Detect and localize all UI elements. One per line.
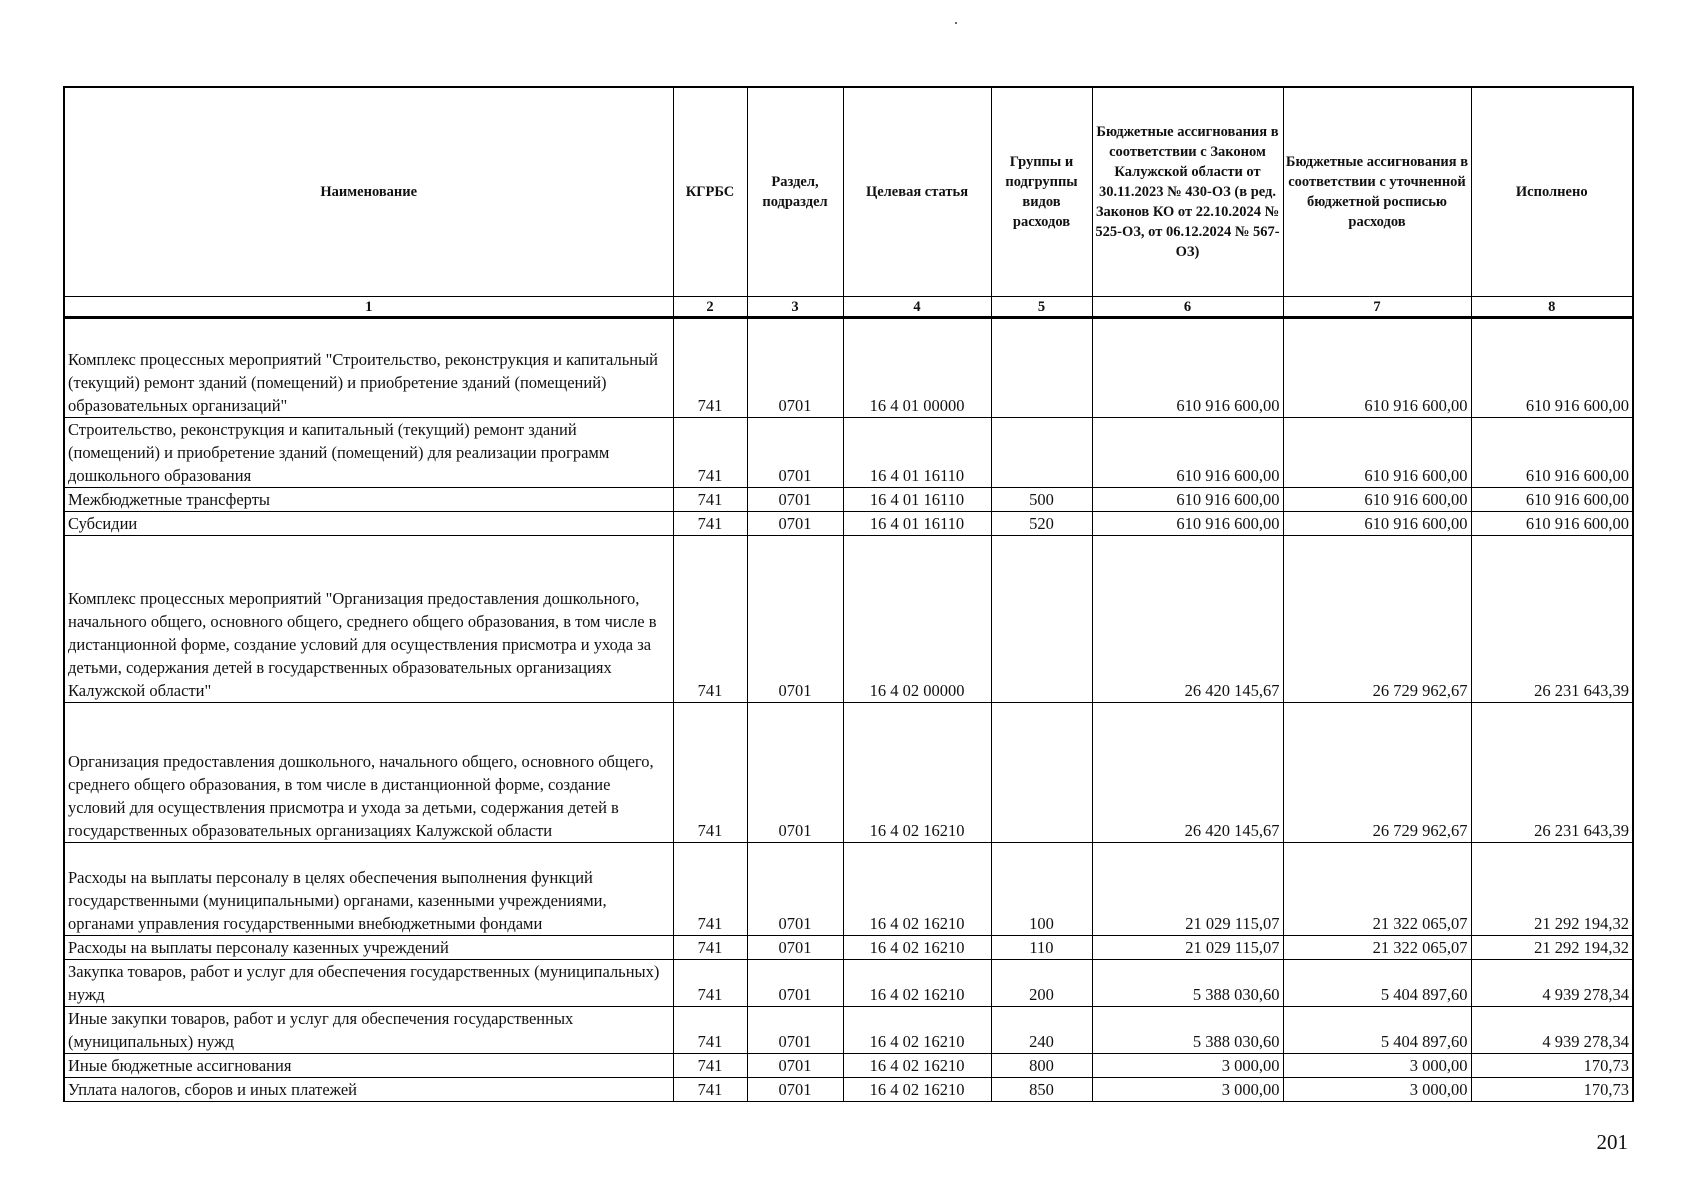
row-section: 0701: [747, 418, 843, 488]
scan-speck: [955, 22, 957, 24]
row-expense-group: [991, 418, 1092, 488]
row-executed-amount: 610 916 600,00: [1471, 512, 1633, 536]
row-section: 0701: [747, 703, 843, 843]
row-kgrbs: 741: [673, 536, 747, 703]
row-name: Субсидии: [64, 512, 673, 536]
row-executed-amount: 610 916 600,00: [1471, 418, 1633, 488]
row-law-amount: 610 916 600,00: [1092, 318, 1283, 418]
header-refined-allocations: Бюджетные ассигнования в соответствии с уточненной бюджетной росписью расходов: [1283, 87, 1471, 297]
column-number: 7: [1283, 297, 1471, 318]
row-kgrbs: 741: [673, 1078, 747, 1102]
row-name: Иные бюджетные ассигнования: [64, 1054, 673, 1078]
row-target-article: 16 4 01 16110: [843, 488, 991, 512]
row-kgrbs: 741: [673, 1007, 747, 1054]
row-target-article: 16 4 02 16210: [843, 703, 991, 843]
table-row: [64, 1007, 1633, 1054]
row-name: Организация предоставления дошкольного, начального общего, основного общего, среднего общего образования, в том числе в дистанционной форме, создание условий для осуществления присмотра и ухода за детьми, содержания детей в государственных образовательных организациях Калужской области: [64, 703, 673, 843]
row-kgrbs: 741: [673, 488, 747, 512]
row-section: 0701: [747, 318, 843, 418]
row-target-article: 16 4 02 16210: [843, 960, 991, 1007]
budget-table: [63, 86, 1634, 1102]
row-section: 0701: [747, 488, 843, 512]
row-kgrbs: 741: [673, 936, 747, 960]
table-row: [64, 1054, 1633, 1078]
row-section: 0701: [747, 936, 843, 960]
table-row: [64, 936, 1633, 960]
row-target-article: 16 4 02 16210: [843, 936, 991, 960]
column-number: 1: [64, 297, 673, 318]
column-number-row: [64, 297, 1633, 318]
row-refined-amount: 3 000,00: [1283, 1078, 1471, 1102]
row-refined-amount: 610 916 600,00: [1283, 512, 1471, 536]
row-target-article: 16 4 01 16110: [843, 512, 991, 536]
row-target-article: 16 4 02 16210: [843, 1054, 991, 1078]
column-number: 3: [747, 297, 843, 318]
row-expense-group: 200: [991, 960, 1092, 1007]
row-executed-amount: 170,73: [1471, 1054, 1633, 1078]
table-row: [64, 512, 1633, 536]
row-section: 0701: [747, 843, 843, 936]
header-kgrbs: КГРБС: [673, 87, 747, 297]
header-name: Наименование: [64, 87, 673, 297]
row-refined-amount: 610 916 600,00: [1283, 318, 1471, 418]
column-number: 2: [673, 297, 747, 318]
row-law-amount: 3 000,00: [1092, 1054, 1283, 1078]
row-section: 0701: [747, 960, 843, 1007]
table-row: [64, 418, 1633, 488]
table-row: [64, 1078, 1633, 1102]
row-law-amount: 3 000,00: [1092, 1078, 1283, 1102]
column-number: 6: [1092, 297, 1283, 318]
table-header-row: [64, 87, 1633, 297]
row-refined-amount: 610 916 600,00: [1283, 418, 1471, 488]
row-refined-amount: 5 404 897,60: [1283, 960, 1471, 1007]
row-law-amount: 21 029 115,07: [1092, 936, 1283, 960]
row-expense-group: [991, 536, 1092, 703]
row-executed-amount: 26 231 643,39: [1471, 703, 1633, 843]
column-number: 4: [843, 297, 991, 318]
row-kgrbs: 741: [673, 703, 747, 843]
row-expense-group: 800: [991, 1054, 1092, 1078]
row-name: Комплекс процессных мероприятий "Строительство, реконструкция и капитальный (текущий) ремонт зданий (помещений) и приобретение зданий (помещений) образовательных организаций": [64, 318, 673, 418]
row-kgrbs: 741: [673, 318, 747, 418]
row-law-amount: 21 029 115,07: [1092, 843, 1283, 936]
row-name: Уплата налогов, сборов и иных платежей: [64, 1078, 673, 1102]
row-section: 0701: [747, 536, 843, 703]
row-refined-amount: 26 729 962,67: [1283, 703, 1471, 843]
table-row: [64, 703, 1633, 843]
row-target-article: 16 4 02 16210: [843, 1007, 991, 1054]
row-expense-group: 850: [991, 1078, 1092, 1102]
row-executed-amount: 21 292 194,32: [1471, 936, 1633, 960]
row-refined-amount: 21 322 065,07: [1283, 936, 1471, 960]
column-number: 8: [1471, 297, 1633, 318]
row-kgrbs: 741: [673, 843, 747, 936]
row-name: Межбюджетные трансферты: [64, 488, 673, 512]
row-name: Строительство, реконструкция и капитальный (текущий) ремонт зданий (помещений) и приобретение зданий (помещений) для реализации программ дошкольного образования: [64, 418, 673, 488]
row-name: Расходы на выплаты персоналу в целях обеспечения выполнения функций государственными (муниципальными) органами, казенными учреждениями, органами управления государственными внебюджетными фондами: [64, 843, 673, 936]
row-refined-amount: 21 322 065,07: [1283, 843, 1471, 936]
row-name: Комплекс процессных мероприятий "Организация предоставления дошкольного, начального общего, основного общего, среднего общего образования, в том числе в дистанционной форме, создание условий для осуществления присмотра и ухода за детьми, содержания детей в государственных образовательных организациях Калужской области": [64, 536, 673, 703]
row-law-amount: 26 420 145,67: [1092, 703, 1283, 843]
row-target-article: 16 4 01 16110: [843, 418, 991, 488]
row-executed-amount: 26 231 643,39: [1471, 536, 1633, 703]
row-executed-amount: 610 916 600,00: [1471, 488, 1633, 512]
row-law-amount: 5 388 030,60: [1092, 1007, 1283, 1054]
row-name: Закупка товаров, работ и услуг для обеспечения государственных (муниципальных) нужд: [64, 960, 673, 1007]
row-target-article: 16 4 02 16210: [843, 843, 991, 936]
header-expense-groups: Группы и подгруппы видов расходов: [991, 87, 1092, 297]
row-section: 0701: [747, 512, 843, 536]
table-body: [64, 318, 1633, 1102]
row-expense-group: [991, 703, 1092, 843]
row-section: 0701: [747, 1054, 843, 1078]
row-law-amount: 610 916 600,00: [1092, 418, 1283, 488]
row-section: 0701: [747, 1078, 843, 1102]
row-target-article: 16 4 01 00000: [843, 318, 991, 418]
table-row: [64, 488, 1633, 512]
row-refined-amount: 5 404 897,60: [1283, 1007, 1471, 1054]
row-name: Иные закупки товаров, работ и услуг для обеспечения государственных (муниципальных) нужд: [64, 1007, 673, 1054]
row-executed-amount: 170,73: [1471, 1078, 1633, 1102]
row-target-article: 16 4 02 00000: [843, 536, 991, 703]
header-section: Раздел, подраздел: [747, 87, 843, 297]
row-kgrbs: 741: [673, 960, 747, 1007]
header-target-article: Целевая статья: [843, 87, 991, 297]
row-law-amount: 26 420 145,67: [1092, 536, 1283, 703]
row-expense-group: 500: [991, 488, 1092, 512]
row-target-article: 16 4 02 16210: [843, 1078, 991, 1102]
table-row: [64, 960, 1633, 1007]
row-section: 0701: [747, 1007, 843, 1054]
row-executed-amount: 4 939 278,34: [1471, 960, 1633, 1007]
row-law-amount: 610 916 600,00: [1092, 488, 1283, 512]
row-expense-group: 100: [991, 843, 1092, 936]
table-row: [64, 536, 1633, 703]
row-kgrbs: 741: [673, 1054, 747, 1078]
header-executed: Исполнено: [1471, 87, 1633, 297]
row-expense-group: 110: [991, 936, 1092, 960]
row-executed-amount: 4 939 278,34: [1471, 1007, 1633, 1054]
row-expense-group: 520: [991, 512, 1092, 536]
row-refined-amount: 610 916 600,00: [1283, 488, 1471, 512]
row-expense-group: 240: [991, 1007, 1092, 1054]
row-expense-group: [991, 318, 1092, 418]
row-kgrbs: 741: [673, 512, 747, 536]
header-law-allocations: Бюджетные ассигнования в соответствии с Законом Калужской области от 30.11.2023 № 430-ОЗ (в ред. Законов КО от 22.10.2024 № 525-ОЗ, от 06.12.2024 № 567-ОЗ): [1092, 87, 1283, 297]
row-executed-amount: 610 916 600,00: [1471, 318, 1633, 418]
table-row: [64, 843, 1633, 936]
row-law-amount: 5 388 030,60: [1092, 960, 1283, 1007]
column-number: 5: [991, 297, 1092, 318]
row-refined-amount: 26 729 962,67: [1283, 536, 1471, 703]
row-kgrbs: 741: [673, 418, 747, 488]
row-name: Расходы на выплаты персоналу казенных учреждений: [64, 936, 673, 960]
row-refined-amount: 3 000,00: [1283, 1054, 1471, 1078]
row-executed-amount: 21 292 194,32: [1471, 843, 1633, 936]
table-row: [64, 318, 1633, 418]
page-number: 201: [1596, 1130, 1628, 1154]
row-law-amount: 610 916 600,00: [1092, 512, 1283, 536]
